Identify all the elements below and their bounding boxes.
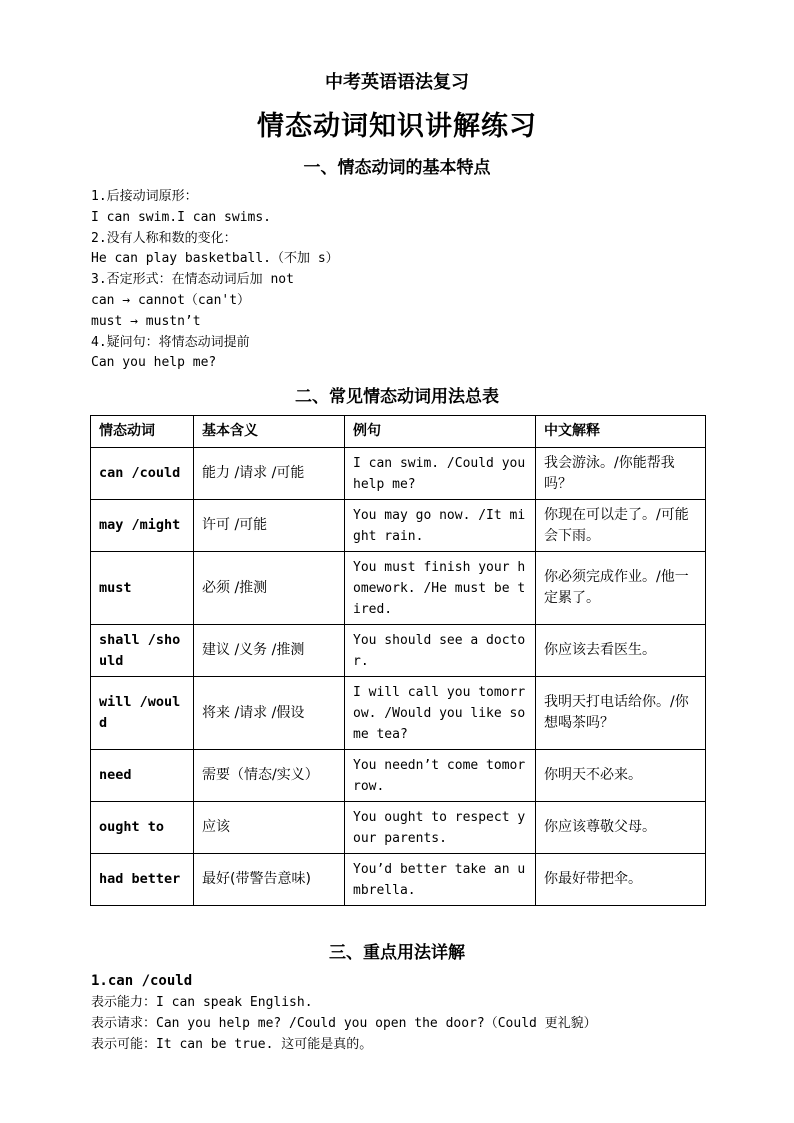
- cell-chinese: 我会游泳。/你能帮我吗？: [536, 448, 706, 500]
- cell-chinese: 你应该尊敬父母。: [536, 802, 706, 854]
- section3-body: [91, 971, 711, 1055]
- cell-meaning: 需要（情态/实义）: [194, 750, 345, 802]
- cell-meaning: 许可 /可能: [194, 500, 345, 552]
- table-row: [91, 448, 706, 500]
- section1-line: can → cannot（can't）: [91, 292, 251, 308]
- document-title: 情态动词知识讲解练习: [257, 111, 537, 142]
- column-header-example: 例句: [345, 416, 536, 448]
- cell-verb: shall /should: [91, 625, 194, 677]
- cell-chinese: 你应该去看医生。: [536, 625, 706, 677]
- cell-meaning: 将来 /请求 /假设: [194, 677, 345, 750]
- table-row: [91, 625, 706, 677]
- section2-heading: 二、常见情态动词用法总表: [295, 387, 499, 407]
- section1-line: 3.否定形式：在情态动词后加 not: [91, 272, 294, 288]
- section1-line: He can play basketball.（不加 s）: [91, 251, 339, 267]
- table-row: [91, 854, 706, 906]
- cell-verb: will /would: [91, 677, 194, 750]
- cell-example: You may go now. /It might rain.: [345, 500, 536, 552]
- table-header-row: [91, 416, 706, 448]
- table-row: [91, 750, 706, 802]
- section1-line: I can swim.I can swims.: [91, 209, 272, 225]
- cell-verb: may /might: [91, 500, 194, 552]
- cell-example: You needn’t come tomorrow.: [345, 750, 536, 802]
- cell-verb: had better: [91, 854, 194, 906]
- cell-chinese: 你最好带把伞。: [536, 854, 706, 906]
- modal-verbs-table: [90, 415, 706, 906]
- table-row: [91, 802, 706, 854]
- cell-example: You’d better take an umbrella.: [345, 854, 536, 906]
- section1-line: 1.后接动词原形：: [91, 189, 198, 204]
- cell-example: I can swim. /Could you help me?: [345, 448, 536, 500]
- cell-meaning: 最好(带警告意味): [194, 854, 345, 906]
- cell-chinese: 我明天打电话给你。/你想喝茶吗？: [536, 677, 706, 750]
- table-row: [91, 500, 706, 552]
- cell-meaning: 能力 /请求 /可能: [194, 448, 345, 500]
- cell-example: I will call you tomorrow. /Would you like some tea?: [345, 677, 536, 750]
- cell-meaning: 必须 /推测: [194, 552, 345, 625]
- cell-meaning: 建议 /义务 /推测: [194, 625, 345, 677]
- cell-verb: can /could: [91, 448, 194, 500]
- cell-chinese: 你明天不必来。: [536, 750, 706, 802]
- document-subtitle: 中考英语语法复习: [325, 72, 469, 93]
- cell-example: You should see a doctor.: [345, 625, 536, 677]
- section1-line: 4.疑问句：将情态动词提前: [91, 334, 250, 350]
- column-header-verb: 情态动词: [91, 416, 194, 448]
- section1-line: Can you help me?: [91, 355, 217, 371]
- column-header-chinese: 中文解释: [536, 416, 706, 448]
- cell-verb: need: [91, 750, 194, 802]
- cell-verb: ought to: [91, 802, 194, 854]
- section3-heading: 三、重点用法详解: [329, 943, 465, 963]
- cell-chinese: 你必须完成作业。/他一定累了。: [536, 552, 706, 625]
- column-header-meaning: 基本含义: [194, 416, 345, 448]
- cell-example: You ought to respect your parents.: [345, 802, 536, 854]
- section3-subheading: 1.can /could: [91, 973, 193, 989]
- section3-line: 表示请求：Can you help me? /Could you open the door?（Could 更礼貌）: [91, 1016, 597, 1031]
- section1-line: 2.没有人称和数的变化：: [91, 230, 237, 246]
- section3-line: 表示能力：I can speak English.: [91, 995, 313, 1010]
- table-row: [91, 677, 706, 750]
- section1-body: [91, 187, 711, 374]
- section3-line: 表示可能：It can be true. 这可能是真的。: [91, 1037, 373, 1052]
- table-row: [91, 552, 706, 625]
- section1-heading: 一、情态动词的基本特点: [303, 158, 491, 178]
- section1-line: must → mustn’t: [91, 313, 201, 329]
- cell-verb: must: [91, 552, 194, 625]
- cell-meaning: 应该: [194, 802, 345, 854]
- cell-example: You must finish your homework. /He must be tired.: [345, 552, 536, 625]
- cell-chinese: 你现在可以走了。/可能会下雨。: [536, 500, 706, 552]
